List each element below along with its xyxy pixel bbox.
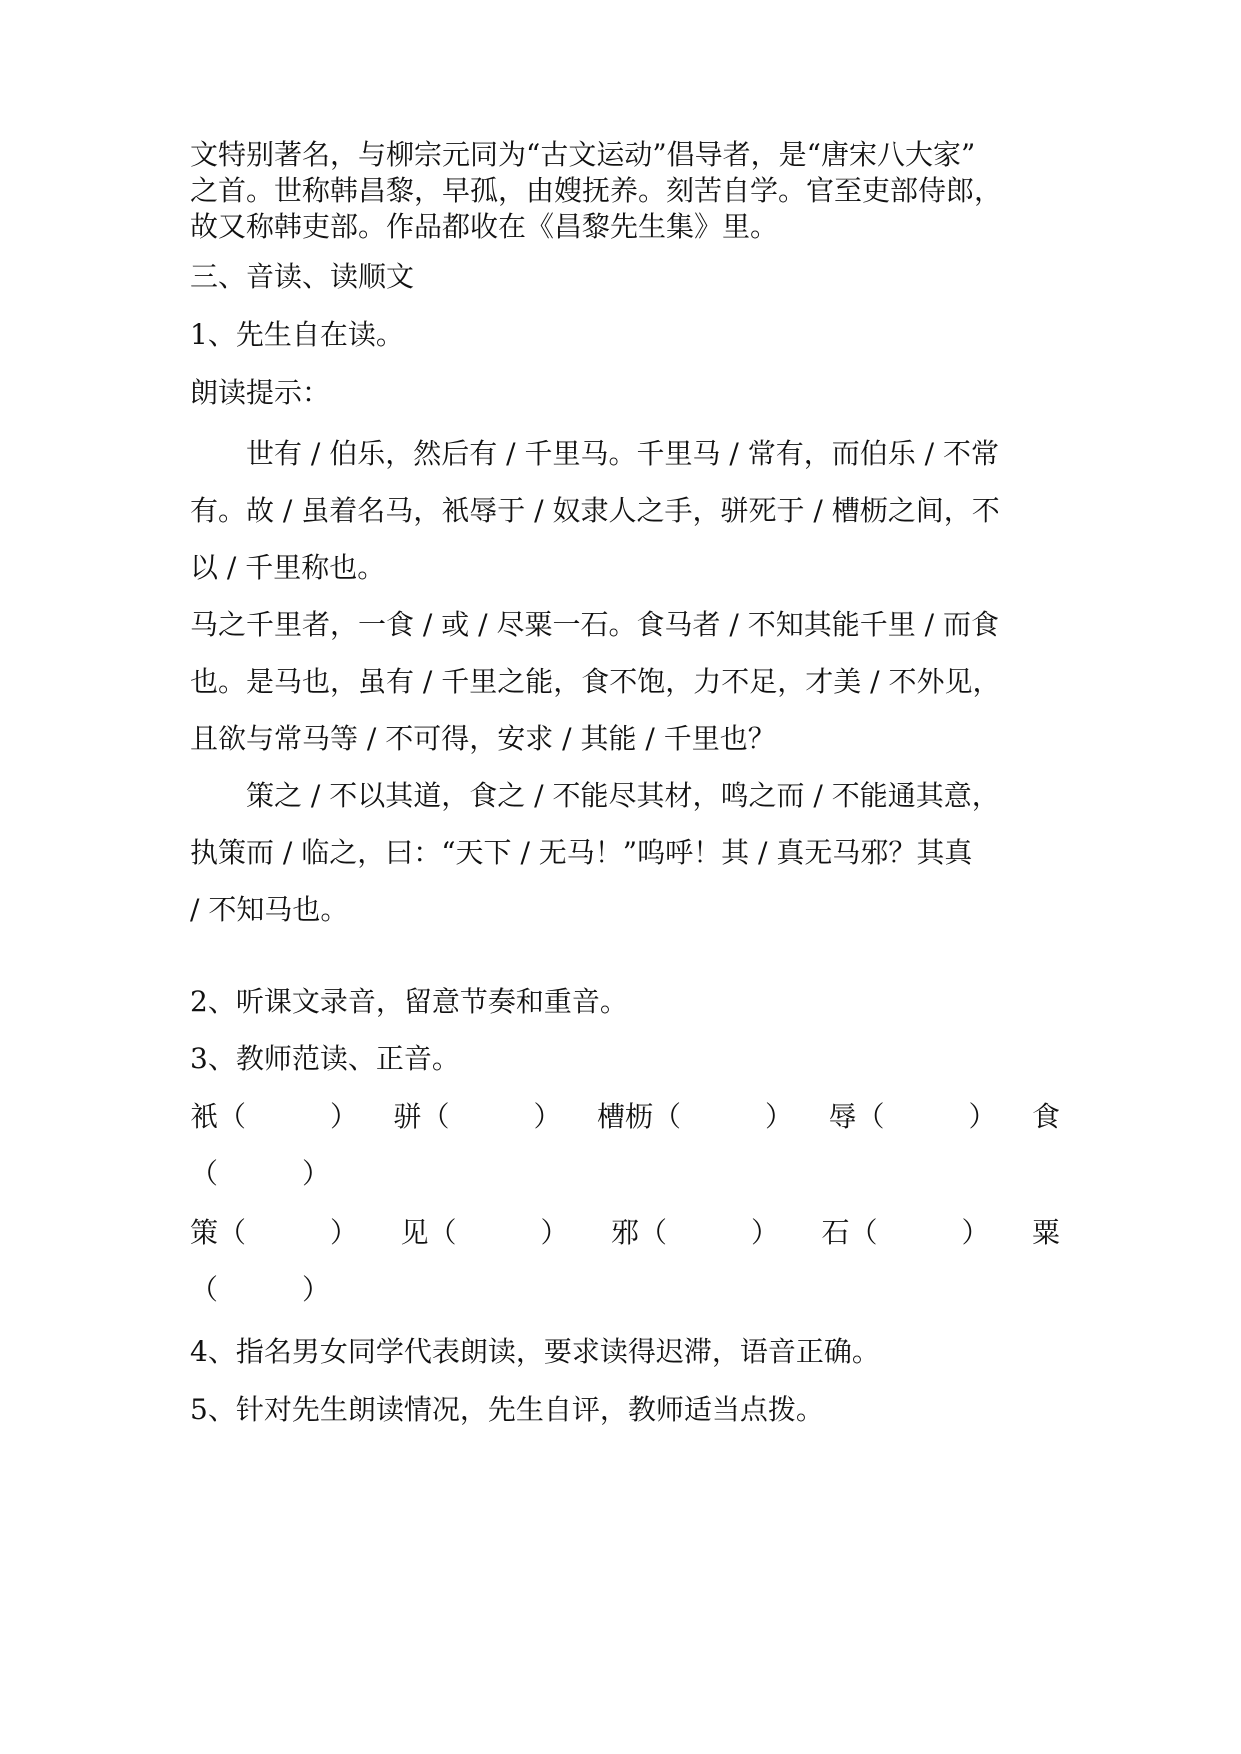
pron-item: 骈（ ） (393, 1100, 562, 1133)
passage-line-1: 世有 / 伯乐，然后有 / 千里马。千里马 / 常有，而伯乐 / 不常 (190, 437, 999, 470)
pronunciation-row-1 (190, 1100, 1060, 1134)
passage-line-5: 也。是马也，虽有 / 千里之能，食不饱，力不足，才美 / 不外见， (190, 665, 1001, 698)
intro-line-3: 故又称韩吏部。作品都收在《昌黎先生集》里。 (190, 210, 779, 243)
pron-item: 辱（ ） (828, 1100, 997, 1133)
reading-hint-label: 朗读提示： (190, 376, 331, 409)
intro-line-2: 之首。世称韩昌黎，早孤，由嫂抚养。刻苦自学。官至吏部侍郎， (190, 174, 1003, 207)
pron-item: 衹（ ） (190, 1100, 359, 1133)
section-heading: 三、音读、读顺文 (190, 260, 415, 293)
passage-line-6: 且欲与常马等 / 不可得，安求 / 其能 / 千里也？ (190, 722, 776, 755)
pron-item: 策（ ） (190, 1216, 359, 1249)
step-1: 1、先生自在读。 (190, 318, 404, 351)
step-3: 3、教师范读、正音。 (190, 1042, 460, 1075)
pronunciation-row-2-wrap: （ ） (190, 1273, 331, 1306)
passage-line-2: 有。故 / 虽着名马，衹辱于 / 奴隶人之手，骈死于 / 槽枥之间，不 (190, 494, 1000, 527)
pron-item: 食 (1031, 1100, 1060, 1133)
passage-line-8: 执策而 / 临之，曰：“天下 / 无马！”呜呼！其 / 真无马邪？其真 (190, 836, 973, 869)
step-4: 4、指名男女同学代表朗读，要求读得迟滞，语音正确。 (190, 1335, 880, 1368)
passage-line-7: 策之 / 不以其道，食之 / 不能尽其材，鸣之而 / 不能通其意， (190, 779, 1000, 812)
intro-line-1: 文特别著名，与柳宗元同为“古文运动”倡导者，是“唐宋八大家” (190, 138, 976, 171)
passage-line-3: 以 / 千里称也。 (190, 551, 386, 584)
pron-item: 石（ ） (821, 1216, 990, 1249)
pron-item: 见（ ） (400, 1216, 569, 1249)
pron-item: 粟 (1031, 1216, 1060, 1249)
step-5: 5、针对先生朗读情况，先生自评，教师适当点拨。 (190, 1393, 824, 1426)
pronunciation-row-2 (190, 1216, 1060, 1250)
pron-item: 邪（ ） (610, 1216, 779, 1249)
passage-line-4: 马之千里者，一食 / 或 / 尽粟一石。食马者 / 不知其能千里 / 而食 (190, 608, 999, 641)
passage-line-9: / 不知马也。 (190, 893, 349, 926)
pron-item: 槽枥（ ） (596, 1100, 793, 1133)
pronunciation-row-1-wrap: （ ） (190, 1157, 331, 1190)
step-2: 2、听课文录音，留意节奏和重音。 (190, 985, 628, 1018)
